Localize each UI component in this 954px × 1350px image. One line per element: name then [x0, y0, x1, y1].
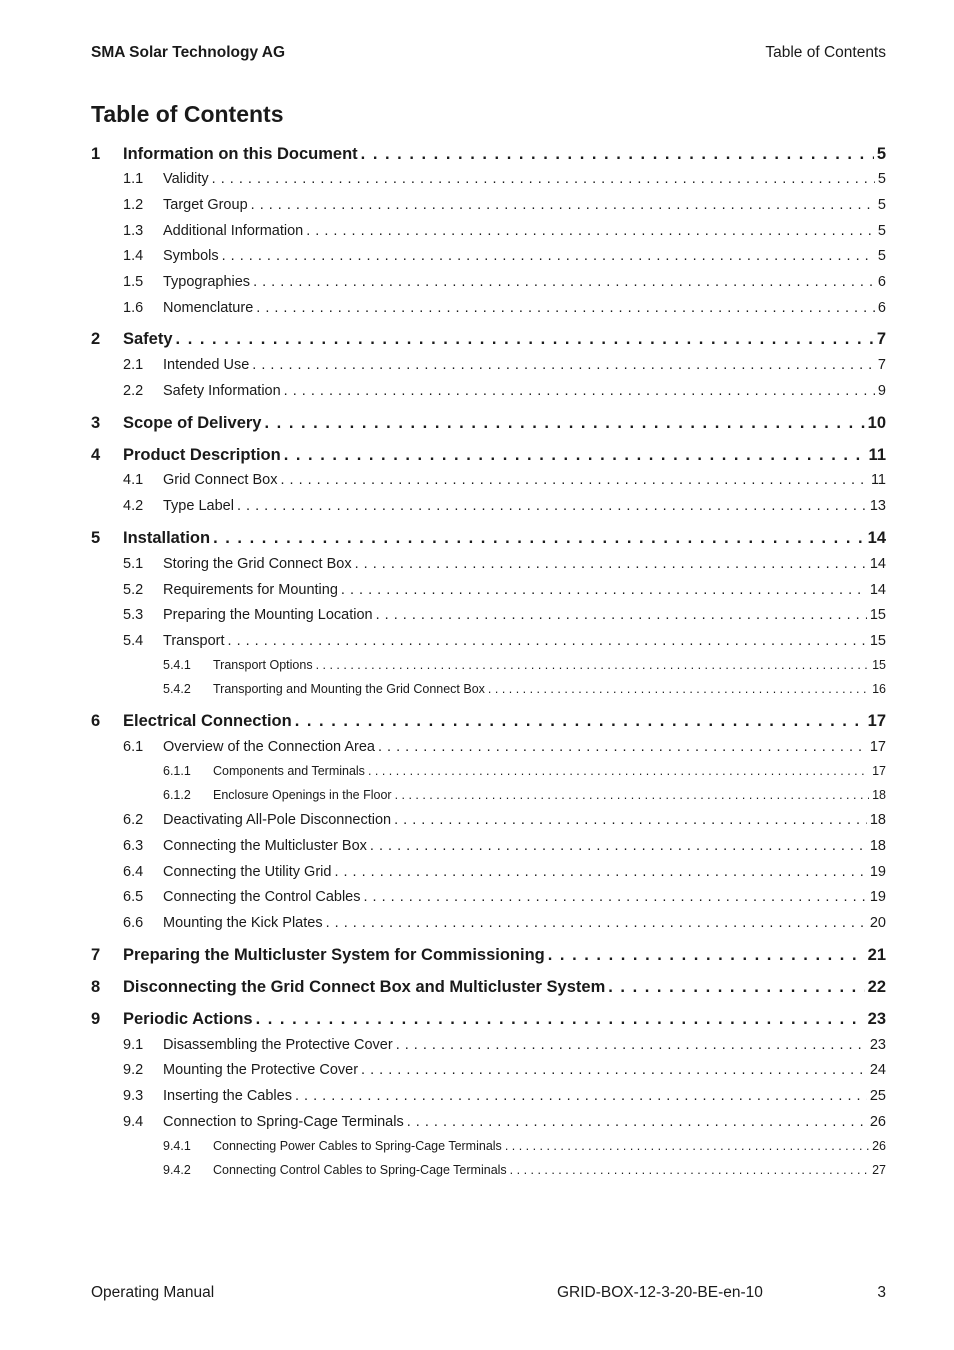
toc-entry-page: 25: [869, 1088, 886, 1104]
toc-leader-dots: [510, 1163, 869, 1177]
toc-entry-page: 11: [870, 472, 886, 488]
toc-entry-number: 9.3: [123, 1088, 144, 1104]
toc-leader-dots: [295, 1088, 867, 1104]
toc-entry-page: 11: [868, 446, 886, 464]
toc-entry-title: Transport Options: [213, 658, 313, 672]
toc-entry-title: Connecting the Multicluster Box: [163, 838, 367, 854]
toc-entry[interactable]: [91, 633, 886, 649]
toc-leader-dots: [222, 248, 875, 264]
toc-entry-title: Preparing the Multicluster System for Commissioning: [123, 946, 545, 964]
toc-entry[interactable]: [91, 197, 886, 213]
toc-entry-number: 4: [91, 446, 101, 464]
header-section: Table of Contents: [765, 44, 886, 61]
toc-entry-number: 2.1: [123, 357, 144, 373]
toc-entry-number: 1.4: [123, 248, 144, 264]
toc-entry[interactable]: [91, 274, 886, 290]
toc-entry-page: 5: [876, 145, 886, 163]
toc-entry[interactable]: [91, 946, 886, 965]
toc-entry-page: 5: [877, 171, 886, 187]
toc-entry-number: 6.1: [123, 739, 144, 755]
toc-leader-dots: [370, 838, 867, 854]
toc-entry-page: 17: [869, 739, 886, 755]
toc-entry[interactable]: [91, 788, 886, 802]
toc-entry-title: Enclosure Openings in the Floor: [213, 788, 392, 802]
toc-entry[interactable]: [91, 357, 886, 373]
toc-leader-dots: [395, 788, 870, 802]
toc-entry[interactable]: [91, 1037, 886, 1053]
toc-leader-dots: [376, 607, 867, 623]
toc-entry-title: Intended Use: [163, 357, 250, 373]
toc-entry[interactable]: [91, 1010, 886, 1029]
toc-entry-title: Additional Information: [163, 223, 304, 239]
toc-entry-title: Storing the Grid Connect Box: [163, 556, 352, 572]
toc-entry-number: 1.1: [123, 171, 144, 187]
toc-entry-title: Inserting the Cables: [163, 1088, 292, 1104]
toc-entry[interactable]: [91, 915, 886, 931]
toc-entry-number: 9.4.2: [163, 1163, 191, 1177]
toc-entry[interactable]: [91, 145, 886, 164]
toc-entry-title: Connection to Spring-Cage Terminals: [163, 1114, 404, 1130]
toc-entry-number: 9.4: [123, 1114, 144, 1130]
toc-entry-title: Preparing the Mounting Location: [163, 607, 373, 623]
toc-entry-number: 9.2: [123, 1062, 144, 1078]
toc-leader-dots: [306, 223, 875, 239]
toc-entry-number: 6.6: [123, 915, 144, 931]
toc-entry-page: 14: [869, 556, 886, 572]
toc-leader-dots: [334, 864, 866, 880]
toc-entry-number: 9.4.1: [163, 1139, 191, 1153]
toc-leader-dots: [378, 739, 867, 755]
toc-entry-number: 6.2: [123, 812, 144, 828]
toc-entry-number: 9: [91, 1010, 101, 1028]
toc-entry-title: Disassembling the Protective Cover: [163, 1037, 393, 1053]
toc-leader-dots: [295, 712, 865, 731]
toc-entry-page: 15: [872, 658, 886, 672]
toc-leader-dots: [176, 330, 874, 349]
toc-entry[interactable]: [91, 248, 886, 264]
toc-entry-number: 1.3: [123, 223, 144, 239]
toc-entry-number: 3: [91, 414, 101, 432]
toc-entry-title: Grid Connect Box: [163, 472, 278, 488]
toc-entry-page: 15: [869, 607, 886, 623]
toc-entry[interactable]: [91, 864, 886, 880]
toc-entry-page: 14: [867, 529, 886, 547]
toc-entry[interactable]: [91, 498, 886, 514]
toc-entry[interactable]: [91, 383, 886, 399]
toc-entry-page: 23: [869, 1037, 886, 1053]
toc-entry-number: 5: [91, 529, 101, 547]
toc-entry[interactable]: [91, 1139, 886, 1153]
toc-entry-number: 1.6: [123, 300, 144, 316]
toc-entry-number: 6: [91, 712, 101, 730]
toc-entry-title: Connecting Control Cables to Spring-Cage Terminals: [213, 1163, 507, 1177]
toc-leader-dots: [355, 556, 867, 572]
toc-entry-page: 6: [877, 274, 886, 290]
toc-entry-number: 5.2: [123, 582, 144, 598]
toc-leader-dots: [256, 300, 875, 316]
toc-leader-dots: [361, 1062, 867, 1078]
toc-leader-dots: [237, 498, 867, 514]
toc-entry[interactable]: [91, 764, 886, 778]
toc-entry-title: Requirements for Mounting: [163, 582, 338, 598]
toc-leader-dots: [341, 582, 867, 598]
toc-entry-page: 16: [872, 682, 886, 696]
toc-entry[interactable]: [91, 712, 886, 731]
toc-entry-number: 8: [91, 978, 101, 996]
toc-entry[interactable]: [91, 171, 886, 187]
toc-entry-title: Periodic Actions: [123, 1010, 253, 1028]
toc-entry-title: Deactivating All-Pole Disconnection: [163, 812, 392, 828]
toc-entry-number: 5.1: [123, 556, 144, 572]
toc-entry[interactable]: [91, 607, 886, 623]
toc-entry-title: Overview of the Connection Area: [163, 739, 375, 755]
toc-entry-title: Connecting Power Cables to Spring-Cage Terminals: [213, 1139, 502, 1153]
toc-entry-number: 6.1.2: [163, 788, 191, 802]
toc-leader-dots: [253, 274, 875, 290]
toc-entry-page: 19: [869, 889, 886, 905]
toc-entry-page: 26: [872, 1139, 886, 1153]
toc-entry-page: 5: [877, 223, 886, 239]
toc-entry-number: 1.2: [123, 197, 144, 213]
toc-leader-dots: [316, 658, 870, 672]
toc-entry-page: 5: [877, 248, 886, 264]
toc-entry-page: 15: [869, 633, 886, 649]
toc-leader-dots: [256, 1010, 865, 1029]
toc-entry[interactable]: [91, 838, 886, 854]
toc-entry-title: Typographies: [163, 274, 251, 290]
toc-leader-dots: [396, 1037, 867, 1053]
toc-entry-title: Mounting the Kick Plates: [163, 915, 323, 931]
toc-entry-title: Information on this Document: [123, 145, 358, 163]
toc-leader-dots: [363, 889, 866, 905]
toc-entry-page: 18: [869, 838, 886, 854]
toc-leader-dots: [326, 915, 867, 931]
toc-entry-number: 6.1.1: [163, 764, 191, 778]
toc-entry-number: 4.1: [123, 472, 144, 488]
toc-leader-dots: [608, 978, 864, 997]
toc-entry-page: 22: [867, 978, 886, 996]
toc-entry-title: Electrical Connection: [123, 712, 292, 730]
toc-entry[interactable]: [91, 446, 886, 465]
toc-leader-dots: [284, 446, 866, 465]
toc-entry-number: 9.1: [123, 1037, 144, 1053]
toc-entry-page: 7: [876, 330, 886, 348]
footer-page-number: 3: [877, 1284, 886, 1301]
toc-entry-title: Validity: [163, 171, 209, 187]
toc-entry-title: Safety Information: [163, 383, 281, 399]
toc-entry-title: Transport: [163, 633, 225, 649]
toc-entry[interactable]: [91, 300, 886, 316]
toc-leader-dots: [368, 764, 869, 778]
toc-entry-page: 23: [867, 1010, 886, 1028]
toc-entry-title: Product Description: [123, 446, 281, 464]
toc-leader-dots: [394, 812, 867, 828]
toc-entry-page: 17: [872, 764, 886, 778]
toc-entry[interactable]: [91, 739, 886, 755]
toc-entry-title: Safety: [123, 330, 173, 348]
toc-entry-number: 2: [91, 330, 101, 348]
toc-entry-title: Type Label: [163, 498, 234, 514]
toc-entry-page: 26: [869, 1114, 886, 1130]
toc-entry-page: 18: [869, 812, 886, 828]
toc-leader-dots: [505, 1139, 869, 1153]
toc-entry-number: 6.4: [123, 864, 144, 880]
toc-leader-dots: [488, 682, 869, 696]
toc-leader-dots: [213, 529, 865, 548]
toc-entry-number: 1: [91, 145, 101, 163]
toc-leader-dots: [264, 414, 864, 433]
toc-entry-page: 18: [872, 788, 886, 802]
toc-entry-page: 27: [872, 1163, 886, 1177]
toc-entry[interactable]: [91, 889, 886, 905]
toc-entry-number: 6.3: [123, 838, 144, 854]
toc-leader-dots: [251, 197, 875, 213]
footer-doc-type: Operating Manual: [91, 1284, 215, 1301]
toc-entry-number: 4.2: [123, 498, 144, 514]
toc-leader-dots: [284, 383, 875, 399]
toc-leader-dots: [548, 946, 865, 965]
toc-entry-number: 5.4.2: [163, 682, 191, 696]
toc-leader-dots: [228, 633, 867, 649]
toc-entry[interactable]: [91, 1114, 886, 1130]
toc-entry-title: Transporting and Mounting the Grid Connect Box: [213, 682, 485, 696]
page-title: Table of Contents: [91, 101, 284, 127]
toc-entry[interactable]: [91, 1088, 886, 1104]
toc-leader-dots: [212, 171, 875, 187]
toc-entry-page: 10: [867, 414, 886, 432]
toc-entry-page: 21: [867, 946, 886, 964]
toc-leader-dots: [280, 472, 867, 488]
toc-entry-title: Connecting the Utility Grid: [163, 864, 332, 880]
toc-entry-title: Mounting the Protective Cover: [163, 1062, 359, 1078]
toc-entry-number: 5.4: [123, 633, 144, 649]
toc-entry-title: Connecting the Control Cables: [163, 889, 361, 905]
toc-entry-number: 2.2: [123, 383, 144, 399]
toc-entry[interactable]: [91, 582, 886, 598]
footer-doc-code: GRID-BOX-12-3-20-BE-en-10: [557, 1284, 763, 1301]
toc-entry-title: Symbols: [163, 248, 219, 264]
toc-entry-number: 7: [91, 946, 101, 964]
toc-entry-title: Nomenclature: [163, 300, 254, 316]
toc-entry-title: Disconnecting the Grid Connect Box and Multicluster System: [123, 978, 606, 996]
toc-entry[interactable]: [91, 472, 886, 488]
toc-entry-page: 14: [869, 582, 886, 598]
toc-entry-title: Components and Terminals: [213, 764, 365, 778]
toc-entry-page: 6: [877, 300, 886, 316]
toc-entry[interactable]: [91, 658, 886, 672]
toc-entry[interactable]: [91, 1163, 886, 1177]
toc-entry[interactable]: [91, 1062, 886, 1078]
toc-entry-title: Scope of Delivery: [123, 414, 262, 432]
toc-entry-number: 1.5: [123, 274, 144, 290]
toc-entry-page: 13: [869, 498, 886, 514]
toc-entry-page: 17: [867, 712, 886, 730]
toc-entry-number: 5.3: [123, 607, 144, 623]
toc-entry[interactable]: [91, 414, 886, 433]
toc-entry-page: 24: [869, 1062, 886, 1078]
toc-entry[interactable]: [91, 978, 886, 997]
toc-entry[interactable]: [91, 223, 886, 239]
toc-entry[interactable]: [91, 556, 886, 572]
toc-entry[interactable]: [91, 812, 886, 828]
toc-entry-number: 5.4.1: [163, 658, 191, 672]
toc-entry-page: 5: [877, 197, 886, 213]
toc-entry-page: 20: [869, 915, 886, 931]
toc-entry[interactable]: [91, 682, 886, 696]
toc-entry-page: 19: [869, 864, 886, 880]
toc-leader-dots: [252, 357, 875, 373]
toc-entry-page: 9: [877, 383, 886, 399]
toc-entry[interactable]: [91, 529, 886, 548]
toc-entry-page: 7: [877, 357, 886, 373]
toc-leader-dots: [407, 1114, 867, 1130]
header-company: SMA Solar Technology AG: [91, 44, 286, 61]
toc-entry-title: Target Group: [163, 197, 248, 213]
toc-entry-number: 6.5: [123, 889, 144, 905]
toc-leader-dots: [361, 145, 874, 164]
toc-entry-title: Installation: [123, 529, 211, 547]
toc-entry[interactable]: [91, 330, 886, 349]
